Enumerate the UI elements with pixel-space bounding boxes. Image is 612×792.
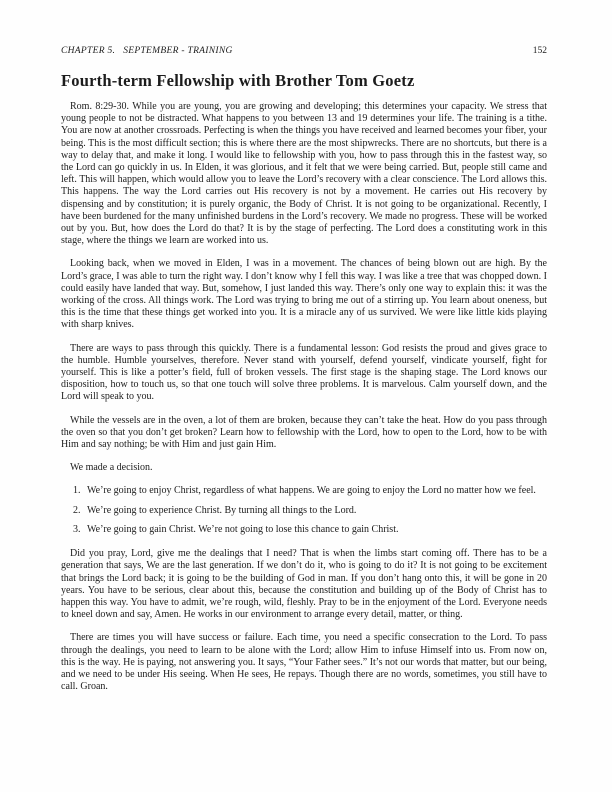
paragraph-vessels-oven: While the vessels are in the oven, a lot of them are broken, because they can’t take the heat. How do you pass through the oven so that you don’t get broken? Learn how to fellowship with the Lord, how to open to the Lord, how to be with Him and say nothing; be with Him and just gain Him. (61, 414, 547, 451)
list-item (61, 505, 547, 517)
list-item-text: We’re going to gain Christ. We’re not going to lose this chance to gain Christ. (87, 523, 399, 535)
paragraph-looking-back: Looking back, when we moved in Elden, I was in a movement. The chances of being blown out are high. By the Lord’s grace, I was able to turn the right way. I don’t know why I fell this way. I was like a tree that was chopped down. I could easily have landed that way. But, somehow, I just landed this way. There’s only one way to explain this: it was the working of the cross. All things work. The Lord was trying to bring me out of a stirring up. You learn about oneness, but this is the time that these things get worked into you. It is a miracle any of us survived. We were like little kids playing with sharp knives. (61, 258, 547, 331)
paragraph-ways-to-pass: There are ways to pass through this quickly. There is a fundamental lesson: God resists the proud and gives grace to the humble. Humble yourselves, therefore. Never stand with yourself, defend yourself, vindicate yourself, fight for yourself. This is like a potter’s field, full of broken vessels. The first stage is the shaping stage. The Lord knows our disposition, how to touch us, so that one touch will solve three problems. It is marvelous. Calm yourself down, and the Lord will speak to you. (61, 342, 547, 403)
running-header (61, 46, 547, 57)
list-item-number: 1. (73, 485, 81, 497)
list-item (61, 485, 547, 497)
paragraph-rom-8-29: Rom. 8:29-30. While you are young, you are growing and developing; this determines your capacity. We stress that young people to not be distracted. What happens to you between 13 and 19 determines your life. The training is a tithe. You are now at another crossroads. Perfecting is when the things you have received and learned becomes your fiber, your being. This is the most difficult section; this is where there are the most shipwrecks. There are no shortcuts, but there is a way to delay that, and make it long. I would like to fellowship with you, how to pass through this in the fastest way, so the Lord can go quickly in us. In Elden, it was glorious, and it felt that we were being carried. But, people still came and left. This will happen, which would allow you to leave the Lord’s recovery with a clear conscience. The Lord allows this. This happens. The way the Lord carries out His recovery is not by a movement. He carries out His recovery by dispensing and by constitution; it is purely organic, the Body of Christ. It is not going to be organizational. Recently, I have been burdened for the many unfinished burdens in the Lord’s recovery. We made no progress. These will be worked out by you. But, how does the Lord do that? It is by the stage of perfecting. The Lord does a constituting work in this stage, where the things we learn are worked into us. (61, 101, 547, 247)
decision-list (61, 485, 547, 536)
list-item-number: 2. (73, 504, 81, 516)
list-item-text: We’re going to experience Christ. By turning all things to the Lord. (87, 504, 357, 516)
list-item (61, 524, 547, 536)
paragraph-did-you-pray: Did you pray, Lord, give me the dealings that I need? That is when the limbs start coming off. There has to be a generation that says, We are the last generation. If we don’t do it, who is going to do it? It is not going to be excitement that brings the Lord back; it is going to be the building of God in man. If you don’t hang onto this, it will be gone in 20 years. You have to be serious, clear about this, because the constitution and building up of the Body of Christ has to happen this way. You have to admit, we’re rough, wild, fleshly. Pray to be in the enjoyment of the Lord. Everyone needs to kneel down and say, Amen. He works in our environment to arrange every detail, matter, or thing. (61, 548, 547, 621)
header-chapter-label: CHAPTER 5. SEPTEMBER - TRAINING (61, 46, 233, 56)
header-page-number: 152 (532, 46, 547, 56)
page-title: Fourth-term Fellowship with Brother Tom Goetz (61, 71, 415, 90)
paragraph-success-or-failure: There are times you will have success or failure. Each time, you need a specific consecration to the Lord. To pass through the dealings, you need to learn to be alone with the Lord; allow Him to infuse Himself into us. From now on, this is the way. He is paying, not answering you. It says, “Your Father sees.” It’s not our words that matter, but our being, and we need to be under His seeing. When He sees, He repays. Though there are no words, sometimes, you still have to call. Groan. (61, 632, 547, 693)
list-item-number: 3. (73, 523, 81, 535)
paragraph-decision-intro: We made a decision. (70, 462, 153, 474)
list-item-text: We’re going to enjoy Christ, regardless of what happens. We are going to enjoy the Lord no matter how we feel. (87, 485, 536, 497)
